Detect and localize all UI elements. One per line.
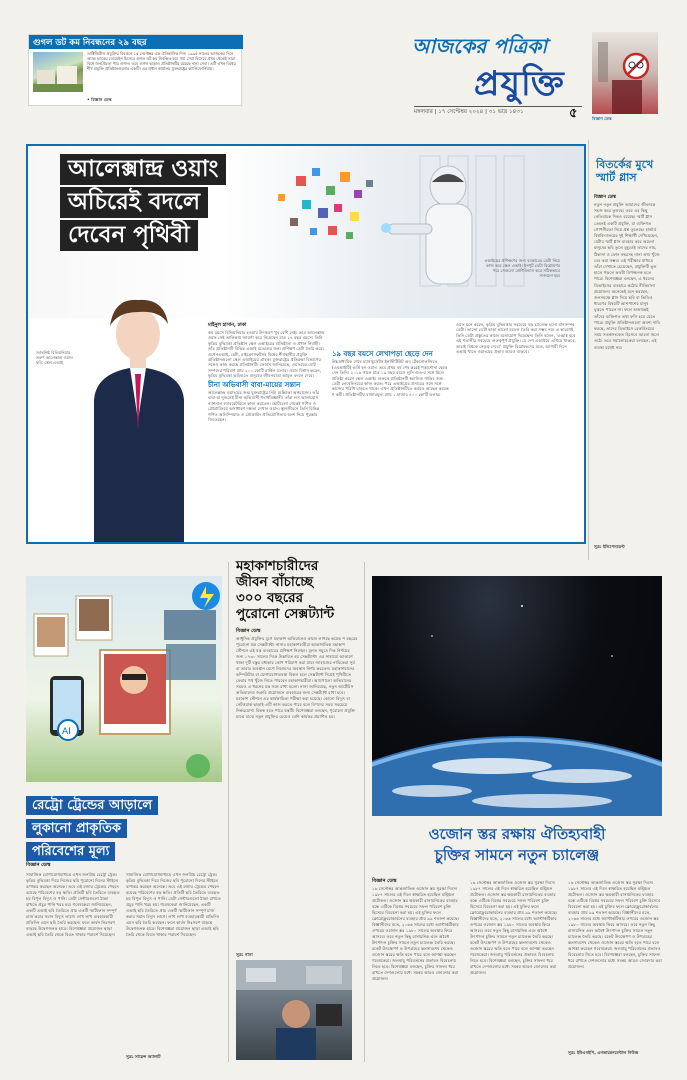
smart-glass-body: নতুন নতুন প্রযুক্তি আমাদের জীবনকে সহজ করে তুলছে। তবে এর কিছু নেতিবাচক দিকও রয়েছে। স্মার্ট গ্লাস তেমনই একটি প্রযুক্তি, যা ব্যক্তিগত গোপনীয়তা নিয়ে প্রশ্ন তুলেছে। হার্ভার্ড বিশ্ববিদ্যালয়ের দুই শিক্ষার্থী দেখিয়েছেন, মেটার স্মার্ট গ্লাস ব্যবহার করে অচেনা মানুষের ছবি তুলে মুহূর্তেই তাদের নাম, ঠিকানা ও ফোন নম্বরসহ নানা তথ্য খুঁজে বের করা সম্ভব। এই পরীক্ষার মাধ্যমে তাঁরা দেখাতে চেয়েছেন, প্রযুক্তিটি ভুল হাতে পড়লে কতটা বিপজ্জনক হতে পারে। বিশেষজ্ঞরা বলছেন, এ ধরনের ডিভাইসের ব্যবহারে কঠোর নীতিমালা প্রয়োজন। অনেকেই মনে করছেন, জনসমক্ষে গ্লাস দিয়ে ছবি বা ভিডিও ধারণের বিষয়টি আশপাশের মানুষ বুঝতে পারেন না। ফলে অজান্তেই তাঁদের ব্যক্তিগত তথ্য ফাঁস হয়ে যেতে পারে। প্রযুক্তি প্রতিষ্ঠানগুলো অবশ্য দাবি করছে, তাদের ডিভাইসে রেকর্ডিংয়ের সময় সতর্কসংকেত হিসেবে আলো জ্বলে ওঠে। তবে সমালোচকেরা বলছেন, এই ব্যবস্থা যথেষ্ট নয়।: [594, 202, 660, 350]
feature-headline-line-1: আলেক্সান্দ্র ওয়াং: [60, 154, 226, 185]
bottom-divider-2: [364, 562, 365, 1062]
top-story-credit: • বিজ্ঞান ডেস্ক: [87, 97, 112, 102]
feature-box: [26, 144, 586, 544]
ozone-byline: বিজ্ঞান ডেস্ক: [372, 878, 397, 884]
smart-glass-headline-text: বিতর্কের মুখে স্মার্ট গ্লাস: [596, 158, 654, 184]
retro-body-col-1: [26, 872, 120, 1064]
smart-glass-headline[interactable]: [596, 158, 660, 184]
ozone-body-continued: ১৬ সেপ্টেম্বর আন্তর্জাতিক ওজোন স্তর সুরক্ষা দিবস। ১৯৮৭ সালের এই দিনে স্বাক্ষরিত হয়েছিল মন্ট্রিয়ল প্রটোকল। ওজোন স্তর ক্ষয়কারী রাসায়নিকের ব্যবহার বন্ধে এটিকে বিশ্বের সবচেয়ে সফল পরিবেশ চুক্তি হিসেবে বিবেচনা করা হয়। এই চুক্তির ফলে ক্লোরোফ্লুরোকার্বনের ব্যবহার প্রায় ৯৯ শতাংশ কমেছে। বিজ্ঞানীদের মতে, ২০৬৬ সালের মধ্যে অ্যান্টার্কটিকার ওপরের ওজোন স্তর ১৯৮০ সালের অবস্থায় ফিরে আসবে। তবে নতুন কিছু রাসায়নিক এবং অবৈধ উৎপাদন চুক্তির সামনে নতুন চ্যালেঞ্জ তৈরি করছে। রকেট উৎক্ষেপণ ও উপগ্রহের ধ্বংসাবশেষ থেকেও ওজোন স্তরের ক্ষতি হতে পারে বলে আশঙ্কা করছেন গবেষকেরা। জলবায়ু পরিবর্তনের প্রভাবও বিবেচনায় নিতে হবে। বিশেষজ্ঞরা বলছেন, চুক্তির সাফল্য ধরে রাখতে দেশগুলোর মধ্যে সমন্বয় আরও জোরদার করা প্রয়োজন।: [470, 880, 558, 975]
smart-glass-byline-2: বিজ্ঞান ডেস্ক: [594, 195, 617, 200]
ozone-headline[interactable]: [372, 824, 662, 866]
feature-body-para-4: ওয়াং মনে করেন, কৃত্রিম বুদ্ধিমত্তার সবচেয়ে বড় চ্যালেঞ্জ হলো মানসম্পন্ন ডেটা। ভালো ডেটা ছাড়া ভালো মডেল তৈরি করা সম্ভব নয়। এ কারণেই তিনি ডেটা প্রস্তুতের কাজে মনোযোগ দিয়েছেন। তিনি বলেন, 'এআই হবে এই শতাব্দীর সবচেয়ে গুরুত্বপূর্ণ প্রযুক্তি। যে দেশ এআইয়ে এগিয়ে থাকবে, তারাই বিশ্বকে নেতৃত্ব দেবে।' প্রযুক্তি বিশ্লেষকদের মতে, আগামী দিনে এআই খাতে ওয়াংয়ের প্রভাব আরও বাড়বে।: [456, 322, 576, 355]
earth-from-space-photo: [372, 576, 662, 816]
top-story-box: [28, 34, 242, 106]
sextant-headline-line-1: মহাকাশচারীদের: [236, 558, 319, 574]
top-story-photo: [33, 52, 83, 92]
ozone-body-col-2: [470, 880, 562, 1056]
feature-byline: মাইনুল হাসান, ঢাকা: [208, 323, 247, 328]
smart-glass-credit: সূত্র: ইন্ডিপেনডেন্ট: [594, 544, 625, 549]
retro-headline-line-2: লুকানো প্রাকৃতিক: [26, 819, 127, 838]
section-title: প্রযুক্তি: [474, 64, 565, 104]
retro-body: সামাজিক যোগাযোগমাধ্যমে এখন জনপ্রিয় রেট্রো ট্রেন্ড। কৃত্রিম বুদ্ধিমত্তা দিয়ে নিজের ছবি পুরোনো দিনের স্টাইলে রূপান্তর করছেন অনেকে। তবে এই মজার ট্রেন্ডের পেছনে রয়েছে পরিবেশের বড় ক্ষতি। প্রতিটি ছবি তৈরিতে ব্যবহৃত হয় বিপুল বিদ্যুৎ ও পানি। ডেটা সেন্টারগুলো ঠান্ডা রাখতে প্রচুর পানি খরচ হয়। গবেষকেরা জানিয়েছেন, একটি এআই ছবি তৈরিতে প্রায় একটি স্মার্টফোন সম্পূর্ণ চার্জ করার সমান বিদ্যুৎ লাগে। লাখ লাখ ব্যবহারকারী প্রতিদিন এমন ছবি তৈরি করছেন। ফলে কার্বন নিঃসরণ বাড়ছে উদ্বেগজনক হারে। বিশেষজ্ঞরা প্রয়োজন ছাড়া এআই ছবি তৈরি থেকে বিরত থাকার পরামর্শ দিয়েছেন।: [26, 872, 120, 937]
retro-artwork: [26, 576, 222, 782]
retro-body-continued: সামাজিক যোগাযোগমাধ্যমে এখন জনপ্রিয় রেট্রো ট্রেন্ড। কৃত্রিম বুদ্ধিমত্তা দিয়ে নিজের ছবি পুরোনো দিনের স্টাইলে রূপান্তর করছেন অনেকে। তবে এই মজার ট্রেন্ডের পেছনে রয়েছে পরিবেশের বড় ক্ষতি। প্রতিটি ছবি তৈরিতে ব্যবহৃত হয় বিপুল বিদ্যুৎ ও পানি। ডেটা সেন্টারগুলো ঠান্ডা রাখতে প্রচুর পানি খরচ হয়। গবেষকেরা জানিয়েছেন, একটি এআই ছবি তৈরিতে প্রায় একটি স্মার্টফোন সম্পূর্ণ চার্জ করার সমান বিদ্যুৎ লাগে। লাখ লাখ ব্যবহারকারী প্রতিদিন এমন ছবি তৈরি করছেন। ফলে কার্বন নিঃসরণ বাড়ছে উদ্বেগজনক হারে। বিশেষজ্ঞরা প্রয়োজন ছাড়া এআই ছবি তৈরি থেকে বিরত থাকার পরামর্শ দিয়েছেন।: [126, 872, 221, 937]
right-col-divider: [588, 140, 589, 560]
feature-body-para-2: আলেক্সান্দ্র ওয়াংয়ের জন্ম যুক্তরাষ্ট্রের নিউ মেক্সিকো অঙ্গরাজ্যে। তাঁর বাবা-মা দুজনেই চীনা অভিবাসী পদার্থবিজ্ঞানী। তাঁরা লস আলামোস ন্যাশনাল ল্যাবরেটরিতে কাজ করতেন। ছোটবেলা থেকেই গণিত ও প্রোগ্রামিংয়ে অসাধারণ দক্ষতা দেখান ওয়াং। স্কুলজীবনে তিনি বিভিন্ন গণিত অলিম্পিয়াড ও প্রোগ্রামিং প্রতিযোগিতায় অংশ নিয়ে পুরস্কার জিতেছেন।: [208, 390, 320, 423]
feature-subhead-1: চীনা অভিবাসী বাবা-মায়ের সন্তান: [208, 380, 301, 389]
retro-body-col-2: [126, 872, 222, 1052]
ozone-body-col-3: [568, 880, 662, 1048]
astronaut-photo: [236, 960, 352, 1060]
ozone-body: ১৬ সেপ্টেম্বর আন্তর্জাতিক ওজোন স্তর সুরক্ষা দিবস। ১৯৮৭ সালের এই দিনে স্বাক্ষরিত হয়েছিল মন্ট্রিয়ল প্রটোকল। ওজোন স্তর ক্ষয়কারী রাসায়নিকের ব্যবহার বন্ধে এটিকে বিশ্বের সবচেয়ে সফল পরিবেশ চুক্তি হিসেবে বিবেচনা করা হয়। এই চুক্তির ফলে ক্লোরোফ্লুরোকার্বনের ব্যবহার প্রায় ৯৯ শতাংশ কমেছে। বিজ্ঞানীদের মতে, ২০৬৬ সালের মধ্যে অ্যান্টার্কটিকার ওপরের ওজোন স্তর ১৯৮০ সালের অবস্থায় ফিরে আসবে। তবে নতুন কিছু রাসায়নিক এবং অবৈধ উৎপাদন চুক্তির সামনে নতুন চ্যালেঞ্জ তৈরি করছে। রকেট উৎক্ষেপণ ও উপগ্রহের ধ্বংসাবশেষ থেকেও ওজোন স্তরের ক্ষতি হতে পারে বলে আশঙ্কা করছেন গবেষকেরা। জলবায়ু পরিবর্তনের প্রভাবও বিবেচনায় নিতে হবে। বিশেষজ্ঞরা বলছেন, চুক্তির সাফল্য ধরে রাখতে দেশগুলোর মধ্যে সমন্বয় আরও জোরদার করা প্রয়োজন।: [372, 886, 460, 981]
dateline: মঙ্গলবার | ১৭ সেপ্টেম্বর ২০২৪ | ৩১ ভাদ্র ১৪৩১: [414, 109, 524, 115]
brand-logo[interactable]: [412, 32, 552, 56]
feature-headline-line-2: অচিরেই বদলে: [60, 187, 208, 218]
ozone-body-col-1: [372, 886, 464, 1056]
retro-credit: সূত্র: সায়েন্স অ্যালার্ট: [126, 1054, 161, 1059]
top-story-headline[interactable]: গুগল ডট কম নিবন্ধনের ২৯ বছর: [33, 38, 147, 48]
ozone-body-continued-2: ১৬ সেপ্টেম্বর আন্তর্জাতিক ওজোন স্তর সুরক্ষা দিবস। ১৯৮৭ সালের এই দিনে স্বাক্ষরিত হয়েছিল মন্ট্রিয়ল প্রটোকল। ওজোন স্তর ক্ষয়কারী রাসায়নিকের ব্যবহার বন্ধে এটিকে বিশ্বের সবচেয়ে সফল পরিবেশ চুক্তি হিসেবে বিবেচনা করা হয়। এই চুক্তির ফলে ক্লোরোফ্লুরোকার্বনের ব্যবহার প্রায় ৯৯ শতাংশ কমেছে। বিজ্ঞানীদের মতে, ২০৬৬ সালের মধ্যে অ্যান্টার্কটিকার ওপরের ওজোন স্তর ১৯৮০ সালের অবস্থায় ফিরে আসবে। তবে নতুন কিছু রাসায়নিক এবং অবৈধ উৎপাদন চুক্তির সামনে নতুন চ্যালেঞ্জ তৈরি করছে। রকেট উৎক্ষেপণ ও উপগ্রহের ধ্বংসাবশেষ থেকেও ওজোন স্তরের ক্ষতি হতে পারে বলে আশঙ্কা করছেন গবেষকেরা। জলবায়ু পরিবর্তনের প্রভাবও বিবেচনায় নিতে হবে। বিশেষজ্ঞরা বলছেন, চুক্তির সাফল্য ধরে রাখতে দেশগুলোর মধ্যে সমন্বয় আরও জোরদার করা প্রয়োজন।: [568, 880, 662, 969]
page-number: ৫: [569, 106, 578, 121]
feature-body-col-1: [208, 330, 326, 542]
svg-text:AI: AI: [62, 727, 71, 737]
ozone-headline-line-1: ওজোন স্তর রক্ষায় ঐতিহ্যবাহী: [428, 825, 606, 843]
retro-byline: বিজ্ঞান ডেস্ক: [26, 862, 51, 868]
smart-glass-photo: [592, 32, 658, 114]
retro-collage-illustration: [26, 576, 222, 782]
top-story-body: ডাক্টিজিটাল প্রযুক্তির বিবর্তনে ১৫ সেপ্টেম্বর এক ঐতিহাসিক দিন। ১৯৯৫ সালের আজকের দিনে অ্যান্ড হ্যাকের ডোমেইন হিসেবে গুগল ডট কম নিবন্ধিত হয়। সার্চ সেবা হিসেবে প্রথম থেকেই সারা বিশ্বে জনপ্রিয়তা পায় গুগল। তবে গুগল ছাড়াও প্রতিষ্ঠানটির রয়েছে নানা সেবা। এটি এখন বিশ্বের শীর্ষ প্রযুক্তি প্রতিষ্ঠানগুলোর একটি। এর প্রধান কার্যালয় যুক্তরাষ্ট্রের ক্যালিফোর্নিয়ায়।: [87, 51, 236, 71]
feature-headline[interactable]: [60, 154, 300, 251]
wang-portrait-illustration: [80, 270, 198, 542]
ozone-credit: সূত্র: ইউএনইপি, এনভায়রনমেন্টাল নিউজ: [568, 1050, 639, 1055]
sextant-headline-line-3: ৩০০ বছরের: [236, 590, 304, 606]
feature-body-col-3: [456, 322, 578, 542]
retro-headline-line-1: রেট্রো ট্রেন্ডের আড়ালে: [26, 796, 158, 815]
sextant-headline-line-4: পুরোনো সেক্সট্যান্ট: [236, 606, 335, 622]
retro-headline-line-3: পরিবেশের মূল্য: [26, 842, 115, 861]
wang-portrait: [80, 270, 198, 542]
sextant-body-col-1: [236, 636, 358, 940]
ozone-headline-line-2: চুক্তির সামনে নতুন চ্যালেঞ্জ: [434, 846, 600, 864]
sextant-credit: সূত্র: নাসা: [236, 952, 253, 957]
retro-headline[interactable]: [26, 794, 222, 861]
smart-glass-illustration: [592, 32, 658, 114]
sextant-headline[interactable]: [236, 558, 366, 622]
smart-glass-byline: বিজ্ঞান ডেস্ক: [592, 116, 612, 121]
brand-name: আজকের পত্রিকা: [412, 34, 547, 58]
feature-body-para-1: কম বয়সে বিলিয়নিয়ার হওয়ার উদাহরণ খুব বেশি নেই। তবে আলেক্সান্দ্র ওয়াং সেই তালিকায় জায়গা করে নিয়েছেন মাত্র ২৪ বছর বয়সে। তিনি কৃত্রিম বুদ্ধিমত্তা প্রতিষ্ঠান স্কেল এআইয়ের প্রতিষ্ঠাতা ও প্রধান নির্বাহী। তাঁর প্রতিষ্ঠানটি বিভিন্ন এআই মডেলের জন্য প্রশিক্ষণ ডেটা তৈরি করে। ওপেনএআই, মেটা, মাইক্রোসফটসহ বিশ্বের শীর্ষস্থানীয় প্রযুক্তি প্রতিষ্ঠানগুলো স্কেল এআইয়ের গ্রাহক। যুক্তরাষ্ট্রের প্রতিরক্ষা বিভাগের সঙ্গেও কাজ করছে প্রতিষ্ঠানটি। ফোর্বস জানিয়েছে, ওয়াংয়ের মোট সম্পদের পরিমাণ প্রায় ২০০ কোটি মার্কিন ডলার। ওয়াং বিশ্বাস করেন, কৃত্রিম বুদ্ধিমত্তা ভবিষ্যতে মানুষের জীবনযাত্রা আমূল বদলে দেবে।: [208, 330, 325, 379]
feature-headline-line-3: দেবেন পৃথিবী: [60, 220, 198, 251]
sextant-body: আধুনিক প্রযুক্তির যুগে মহাকাশ অভিযানেও কাজে লাগছে কয়েক শ বছরের পুরোনো যন্ত্র সেক্সট্যান্ট। নাসার মহাকাশচারীরা আন্তর্জাতিক মহাকাশ স্টেশনে এই যন্ত্র ব্যবহারের প্রশিক্ষণ নিচ্ছেন। মূলত সমুদ্রে দিক নির্ণয়ের জন্য ১৭৩০ সালের দিকে উদ্ভাবিত হয় সেক্সট্যান্ট। এর সাহায্যে আকাশে থাকা দুটি বস্তুর মধ্যকার কোণ পরিমাপ করা যায়। জাহাজের নাবিকেরা সূর্য বা তারার অবস্থান মেপে নিজেদের অবস্থান নির্ণয় করতেন। মহাকাশযানের কম্পিউটার বা যোগাযোগব্যবস্থা বিকল হলে সেক্সট্যান্ট দিয়েই পৃথিবীতে ফেরার পথ খুঁজে নিতে পারবেন মহাকাশচারীরা। অ্যাপোলো অভিযানের সময়ও এ ধরনের যন্ত্র সঙ্গে রাখা হতো। নাসা জানিয়েছে, নতুন আর্টেমিস অভিযানেও জরুরি প্রয়োজনে ব্যবহারের জন্য সেক্সট্যান্ট রাখা হবে। মহাকাশ স্টেশনে এর কার্যকারিতা পরীক্ষা করা হয়েছে। কোনো বিদ্যুৎ বা নেটওয়ার্ক ছাড়াই এটি কাজ করতে পারে বলে বিপদের সময় সবচেয়ে নির্ভরযোগ্য বিকল্প হতে পারে যন্ত্রটি। বিশেষজ্ঞরা বলছেন, পুরোনো প্রযুক্তি মাঝে মাঝে নতুন প্রযুক্তির চেয়েও বেশি কার্যকর প্রমাণিত হয়।: [236, 636, 358, 719]
earth-horizon-illustration: [372, 576, 662, 816]
smart-glass-photo-credit: [592, 116, 612, 121]
astronaut-illustration: [236, 960, 352, 1060]
sextant-headline-line-2: জীবন বাঁচাচ্ছে: [236, 574, 314, 590]
feature-subhead-2: ১৯ বছর বয়সে লেখাপড়া ছেড়ে দেন: [332, 350, 433, 358]
robot-caption: এআইয়ের প্রশিক্ষণের জন্য ব্যবহারের ডেটা নিয়ে কাজ করে স্কেল এআই। ইনপুট ডেটা বিশ্লেষণের পরে সেগুলো শ্রেণিবিন্যাস করে সঠিকভাবে সাজানো হয়।: [484, 258, 560, 278]
dateline-rule: [414, 106, 582, 107]
wang-photo-caption: সর্বকনিষ্ঠ বিলিয়নিয়ার তরুণ আলেক্সান্দ্র ওয়াং। ছবি: স্কেল এআই: [36, 350, 74, 365]
campus-building-icon: [33, 52, 83, 92]
bottom-divider-1: [228, 562, 229, 1062]
feature-body-para-3: উচ্চমাধ্যমিক শেষে ম্যাসাচুসেটস ইনস্টিটিউট অব টেকনোলজিতে (এমআইটি) ভর্তি হন ওয়াং। তবে প্রথম বর্ষ শেষ করেই পড়াশোনা ছেড়ে দেন তিনি। ২০১৬ সালে মাত্র ১৯ বছর বয়সে লুসি গুও-র সঙ্গে মিলে প্রতিষ্ঠা করেন স্কেল এআই। শুরুতে প্রতিষ্ঠানটি স্বচালিত গাড়ির জন্য ডেটা লেবেলিংয়ের কাজ করত। পরে এআইয়ের প্রসারের সঙ্গে সঙ্গে কাজের পরিধি বাড়তে থাকে। এখন প্রতিষ্ঠানটিতে কর্মরত আছেন কয়েক শ কর্মী। প্রতিষ্ঠানটির বাজারমূল্য প্রায় ১ হাজার ৪০০ কোটি ডলার।: [332, 359, 449, 397]
sextant-byline: বিজ্ঞান ডেস্ক: [236, 628, 261, 634]
feature-body-col-2: [332, 322, 450, 542]
